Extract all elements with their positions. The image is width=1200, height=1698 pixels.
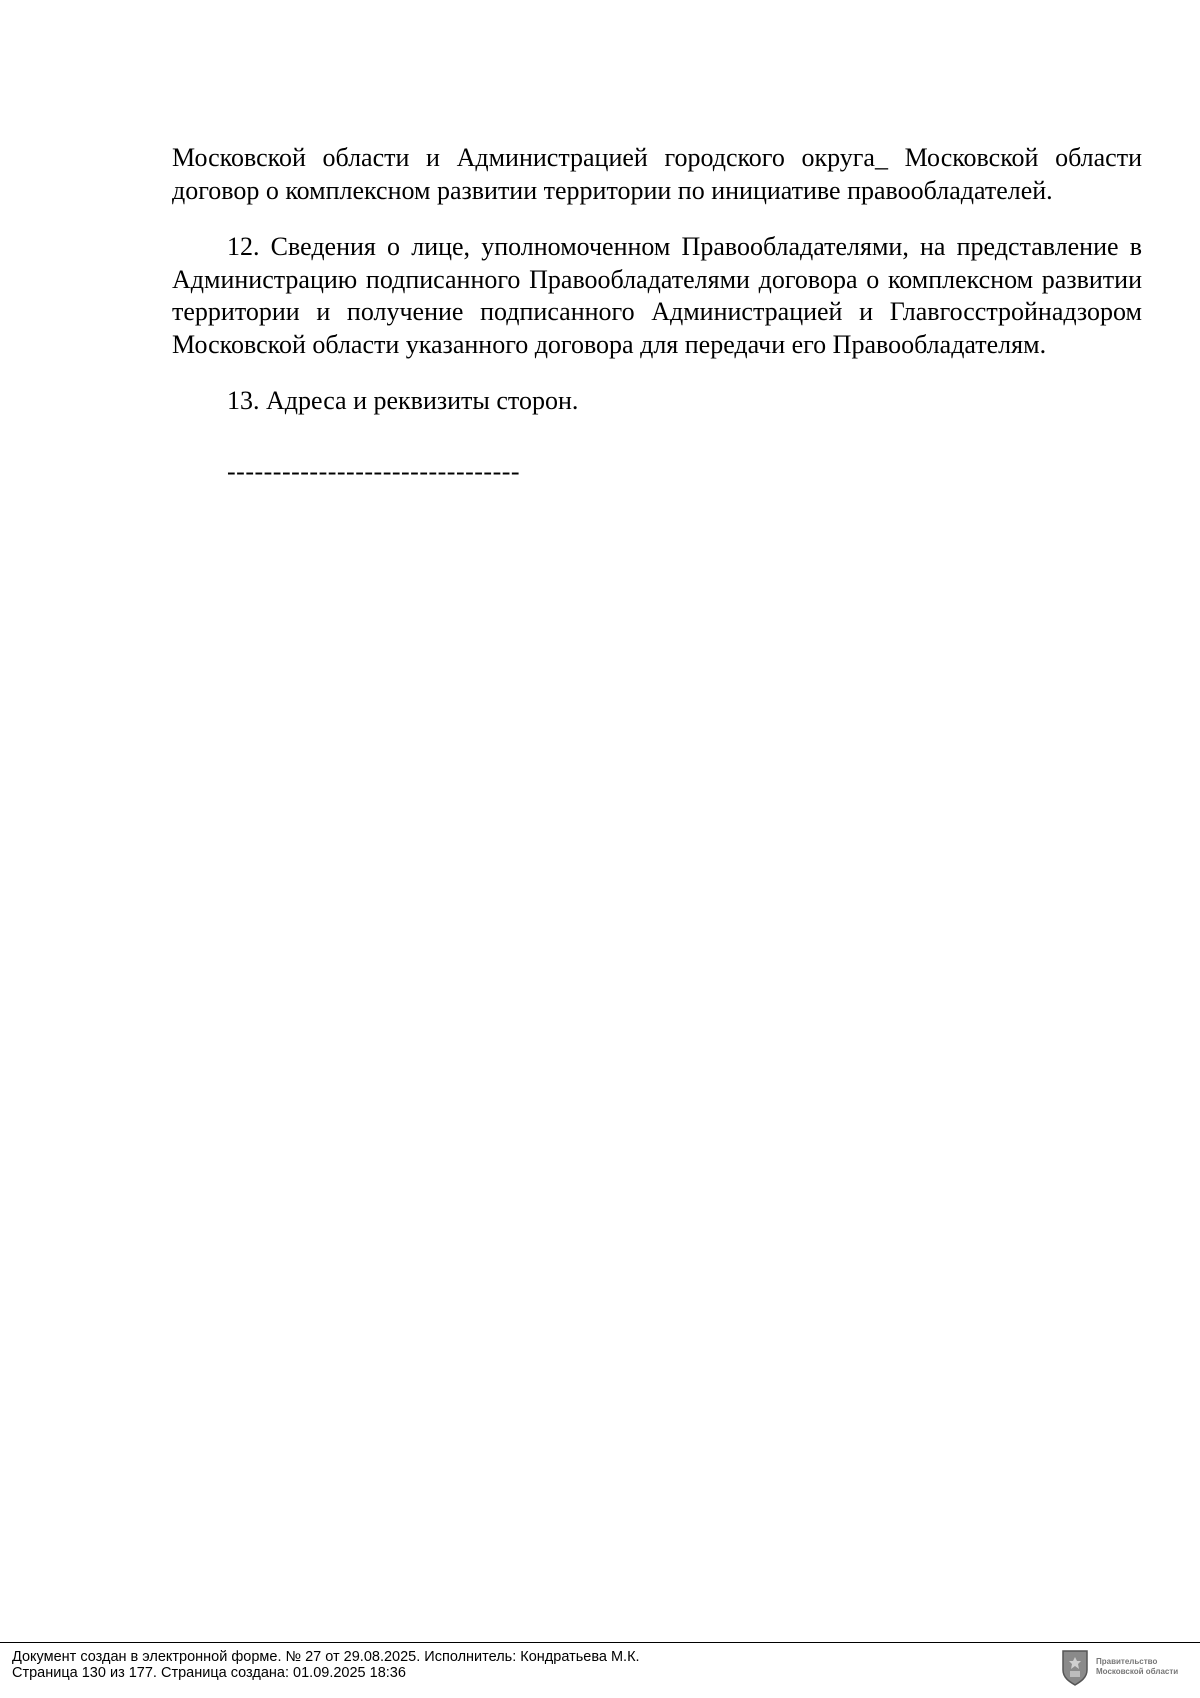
paragraph-12: 12. Сведения о лице, уполномоченном Правообладателями, на представление в Администрацию подписанного Правообладателями договора о комплексном развитии территории и получение подписанного Администрацией и Главгосстройнадзором Московской области указанного договора для передачи его Правообладателям. [172, 232, 1142, 359]
logo-caption-line1: Правительство [1096, 1657, 1158, 1666]
document-footer [0, 1642, 1200, 1698]
footer-line-document: Документ создан в электронной форме. № 27 от 29.08.2025. Исполнитель: Кондратьева М.К. [12, 1649, 640, 1665]
government-logo [1058, 1646, 1198, 1690]
footer-divider [0, 1642, 1200, 1643]
moscow-oblast-emblem-icon [1060, 1648, 1090, 1686]
footer-line-page: Страница 130 из 177. Страница создана: 01.09.2025 18:36 [12, 1665, 406, 1681]
separator-dashes: -------------------------------- [227, 456, 521, 486]
document-body [172, 142, 1142, 488]
footer-info [12, 1649, 640, 1681]
logo-caption [1096, 1657, 1196, 1677]
paragraph-13: 13. Адреса и реквизиты сторон. [227, 386, 579, 415]
paragraph-continuation: Московской области и Администрацией городского округа_ Московской области договор о комплексном развитии территории по инициативе правообладателей. [172, 143, 1142, 205]
logo-caption-line2: Московской области [1096, 1667, 1179, 1676]
